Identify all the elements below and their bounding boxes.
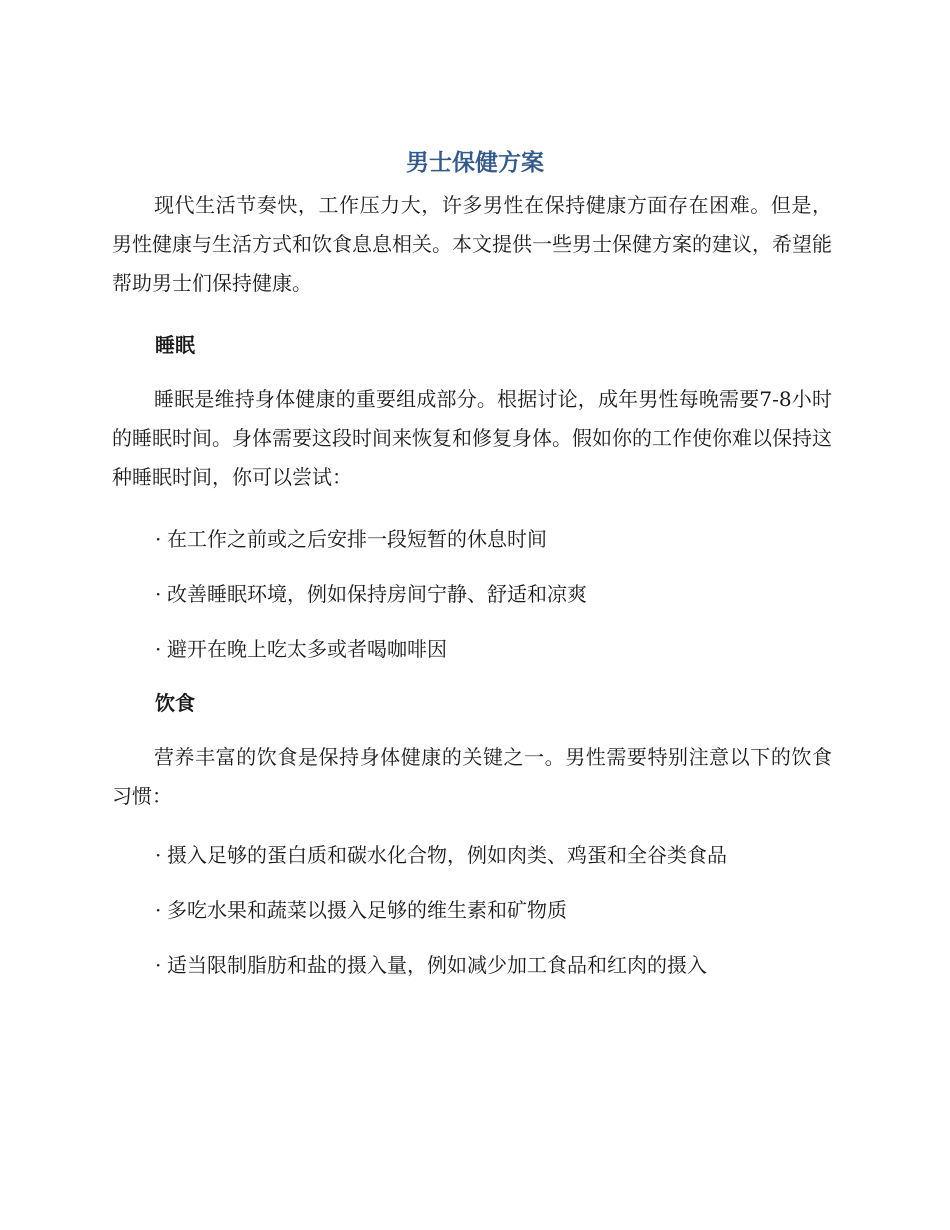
bullet-icon: · — [155, 898, 162, 922]
list-item — [155, 579, 835, 609]
list-item — [155, 840, 835, 870]
list-item — [155, 634, 835, 664]
intro-paragraph: 现代生活节奏快，工作压力大，许多男性在保持健康方面存在困难。但是，男性健康与生活方式和饮食息息相关。本文提供一些男士保健方案的建议，希望能帮助男士们保持健康。 — [112, 193, 832, 295]
list-item-text: 改善睡眠环境，例如保持房间宁静、舒适和凉爽 — [167, 582, 587, 606]
bullet-icon: · — [155, 637, 162, 661]
section-heading-diet: 饮食 — [155, 691, 195, 715]
list-item — [155, 895, 835, 925]
sleep-paragraph: 睡眠是维持身体健康的重要组成部分。根据讨论，成年男性每晚需要7-8小时的睡眠时间。身体需要这段时间来恢复和修复身体。假如你的工作使你难以保持这种睡眠时间，你可以尝试： — [112, 387, 832, 489]
section-heading-sleep: 睡眠 — [155, 333, 195, 357]
list-item-text: 避开在晚上吃太多或者喝咖啡因 — [167, 637, 447, 661]
document-title: 男士保健方案 — [406, 150, 544, 176]
list-item-text: 在工作之前或之后安排一段短暂的休息时间 — [167, 527, 547, 551]
bullet-icon: · — [155, 582, 162, 606]
list-item-text: 多吃水果和蔬菜以摄入足够的维生素和矿物质 — [167, 898, 567, 922]
bullet-icon: · — [155, 953, 162, 977]
list-item — [155, 524, 835, 554]
bullet-icon: · — [155, 527, 162, 551]
list-item-text: 摄入足够的蛋白质和碳水化合物，例如肉类、鸡蛋和全谷类食品 — [167, 843, 727, 867]
list-item-text: 适当限制脂肪和盐的摄入量，例如减少加工食品和红肉的摄入 — [167, 953, 707, 977]
diet-paragraph: 营养丰富的饮食是保持身体健康的关键之一。男性需要特别注意以下的饮食习惯： — [112, 745, 832, 808]
bullet-icon: · — [155, 843, 162, 867]
list-item — [155, 950, 835, 980]
